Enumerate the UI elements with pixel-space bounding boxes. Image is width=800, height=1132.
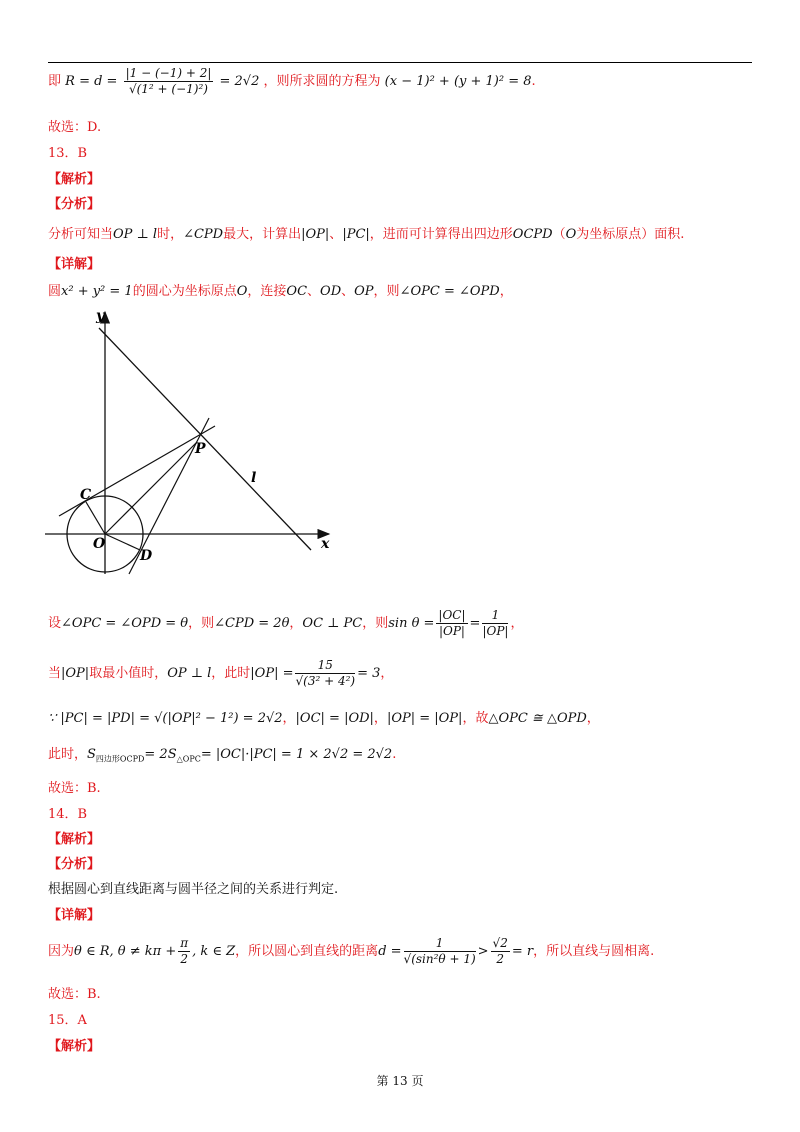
q14-detail-1: 因为θ ∈ R, θ ≠ kπ + $\frac{\pi}{2}$ , k ∈ Z，所以圆心到直线的距离d = $\frac{1}{\text{√(sin²θ + 1)}}$ > $\frac{√2}{2}$ = r，所以直线与圆相离. — [48, 936, 655, 966]
label-c: C — [80, 487, 92, 503]
q13-detail-3: 当|OP|取最小值时，OP ⊥ l，此时|OP| = $\frac{15}{\text{√(3² + 4²)}}$ = 3， — [48, 658, 394, 688]
q13-fenxi: 【分析】 — [48, 197, 101, 212]
label-o: O — [93, 536, 106, 552]
q15-number: 15．A — [48, 1013, 87, 1028]
q14-xiangjie: 【详解】 — [48, 908, 101, 923]
segment-oc — [86, 502, 105, 534]
label-d: D — [140, 548, 153, 564]
q13-detail-5: 此时，$S_{四边形OCPD}= 2S_{\triangle OPC}= |OC|\cdot|PC| = 1 \times 2√2 = 2√2$. — [48, 747, 397, 764]
choose-12: 故选：D. — [48, 120, 102, 135]
q14-choose: 故选：B. — [48, 987, 101, 1002]
q15-jiexi: 【解析】 — [48, 1039, 101, 1054]
q13-choose: 故选：B. — [48, 781, 101, 796]
q13-detail-4: ∵ |PC| = |PD| = √(|OP|² − 1²) = 2√2，|OC| = |OD|，|OP| = |OP|，故△OPC ≅ △OPD， — [48, 711, 600, 726]
geometry-figure — [45, 306, 345, 576]
page-footer: 第 13 页 — [376, 1074, 424, 1088]
q14-jiexi: 【解析】 — [48, 832, 101, 847]
q13-jiexi: 【解析】 — [48, 172, 101, 187]
label-p: P — [195, 441, 206, 457]
segment-od — [105, 534, 140, 550]
label-y: y — [96, 308, 105, 324]
fraction-distance: $\frac{|1 - (-1) + 2|}{\text{√(1² + (−1)²)}}$ — [125, 66, 212, 96]
q13-analysis: 分析可知当OP ⊥ l时，∠CPD最大，计算出|OP|、|PC|，进而可计算得出四边形OCPD（O为坐标原点）面积. — [48, 227, 685, 242]
segment-op — [105, 442, 197, 534]
q13-number: 13．B — [48, 146, 88, 161]
label-l: l — [251, 470, 257, 486]
q13-detail-2: 设∠OPC = ∠OPD = θ，则∠CPD = 2θ，OC ⊥ PC，则sin θ = $\frac{|OC|}{|OP|}$ = $\frac{1}{|OP|}$ ， — [48, 608, 524, 638]
line-l — [99, 328, 311, 550]
line-radius-equation: 即 R = d = $\frac{|1 - (-1) + 2|}{\text{√(1² + (−1)²)}}$ = 2√2 ，则所求圆的方程为 (x − 1)² + (y + 1)² = 8. — [48, 66, 536, 96]
q13-detail-1: 圆x² + y² = 1的圆心为坐标原点O，连接OC、OD、OP，则∠OPC = ∠OPD， — [48, 284, 513, 299]
q14-fenxi: 【分析】 — [48, 857, 101, 872]
q14-analysis: 根据圆心到直线距离与圆半径之间的关系进行判定. — [48, 882, 339, 897]
q13-xiangjie: 【详解】 — [48, 257, 101, 272]
label-x: x — [321, 536, 330, 552]
q14-number: 14．B — [48, 807, 88, 822]
